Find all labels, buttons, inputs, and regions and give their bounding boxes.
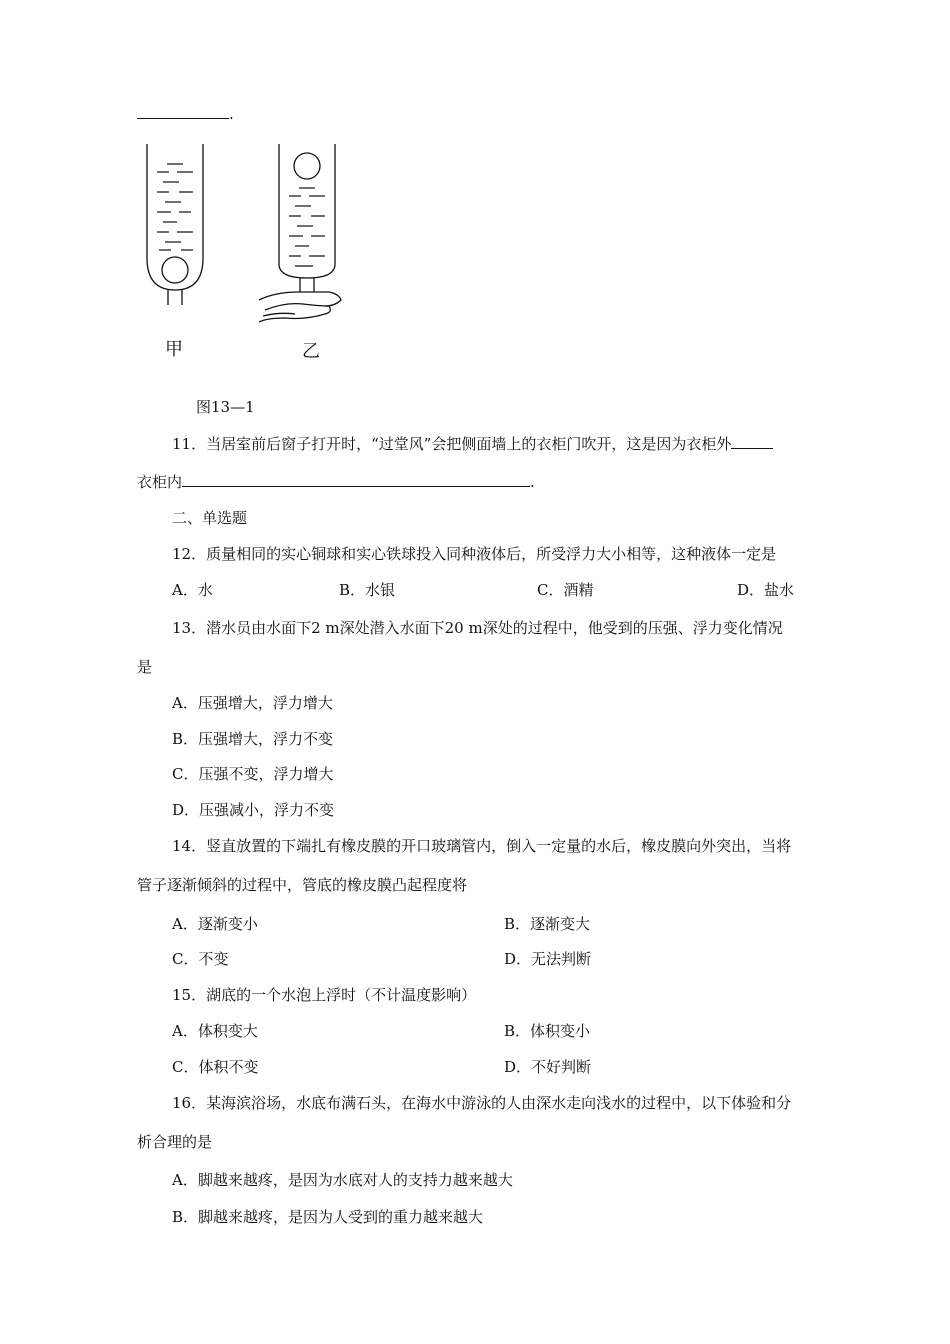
figure-caption: 图13—1 — [196, 398, 255, 416]
blank-period: . — [229, 105, 234, 123]
q12-stem: 12．质量相同的实心铜球和实心铁球投入同种液体后，所受浮力大小相等，这种液体一定是 — [172, 545, 777, 563]
figure-tube-yi — [255, 140, 375, 330]
q14-option-b[interactable]: B．逐渐变大 — [504, 915, 591, 933]
figure-label-jia: 甲 — [165, 339, 183, 360]
q16-stem-line1: 16．某海滨浴场，水底布满石头，在海水中游泳的人由深水走向浅水的过程中，以下体验和分 — [172, 1094, 792, 1112]
q13-stem-line2: 是 — [137, 658, 153, 676]
q12-option-b[interactable]: B．水银 — [339, 581, 396, 599]
q13-option-d[interactable]: D．压强减小，浮力不变 — [172, 801, 335, 819]
q13-stem-line1: 13．潜水员由水面下2 m深处潜入水面下20 m深处的过程中，他受到的压强、浮力变化情况 — [172, 619, 783, 637]
figure-label-yi: 乙 — [302, 341, 320, 362]
q15-stem: 15．湖底的一个水泡上浮时（不计温度影响） — [172, 986, 477, 1004]
q12-option-c[interactable]: C．酒精 — [537, 581, 594, 599]
q11-text: 11．当居室前后窗子打开时，“过堂风”会把侧面墙上的衣柜门吹开，这是因为衣柜外 — [172, 435, 732, 453]
water-lines — [289, 188, 325, 266]
q14-option-d[interactable]: D．无法判断 — [504, 950, 592, 968]
q16-option-a[interactable]: A．脚越来越疼，是因为水底对人的支持力越来越大 — [172, 1171, 513, 1189]
q15-option-c[interactable]: C．体积不变 — [172, 1058, 259, 1076]
q14-option-c[interactable]: C．不变 — [172, 950, 229, 968]
q14-stem-line2: 管子逐渐倾斜的过程中，管底的橡皮膜凸起程度将 — [137, 876, 468, 894]
q11-line2 — [137, 472, 535, 492]
q13-option-b[interactable]: B．压强增大，浮力不变 — [172, 730, 334, 748]
q11-line2-end: . — [530, 473, 535, 491]
q11-line2-prefix: 衣柜内 — [137, 473, 183, 491]
q14-stem-line1: 14．竖直放置的下端扎有橡皮膜的开口玻璃管内，倒入一定量的水后，橡皮膜向外突出，当将 — [172, 837, 792, 855]
water-lines — [157, 164, 193, 250]
q16-stem-line2: 析合理的是 — [137, 1133, 213, 1151]
q15-option-d[interactable]: D．不好判断 — [504, 1058, 592, 1076]
q11-blank-2 — [182, 472, 530, 487]
q12-option-a[interactable]: A．水 — [172, 581, 213, 599]
q11-blank-1 — [731, 434, 773, 449]
q13-option-c[interactable]: C．压强不变，浮力增大 — [172, 765, 334, 783]
q15-option-a[interactable]: A．体积变大 — [172, 1022, 258, 1040]
q12-option-d[interactable]: D．盐水 — [737, 581, 795, 599]
figure-tube-jia — [135, 140, 225, 310]
answer-blank-line — [137, 104, 234, 124]
section-title: 二、单选题 — [172, 509, 248, 527]
q11-line1 — [172, 434, 773, 454]
q16-option-b[interactable]: B．脚越来越疼，是因为人受到的重力越来越大 — [172, 1208, 484, 1226]
q13-option-a[interactable]: A．压强增大，浮力增大 — [172, 694, 333, 712]
q14-option-a[interactable]: A．逐渐变小 — [172, 915, 258, 933]
answer-blank — [137, 104, 229, 119]
q15-option-b[interactable]: B．体积变小 — [504, 1022, 591, 1040]
